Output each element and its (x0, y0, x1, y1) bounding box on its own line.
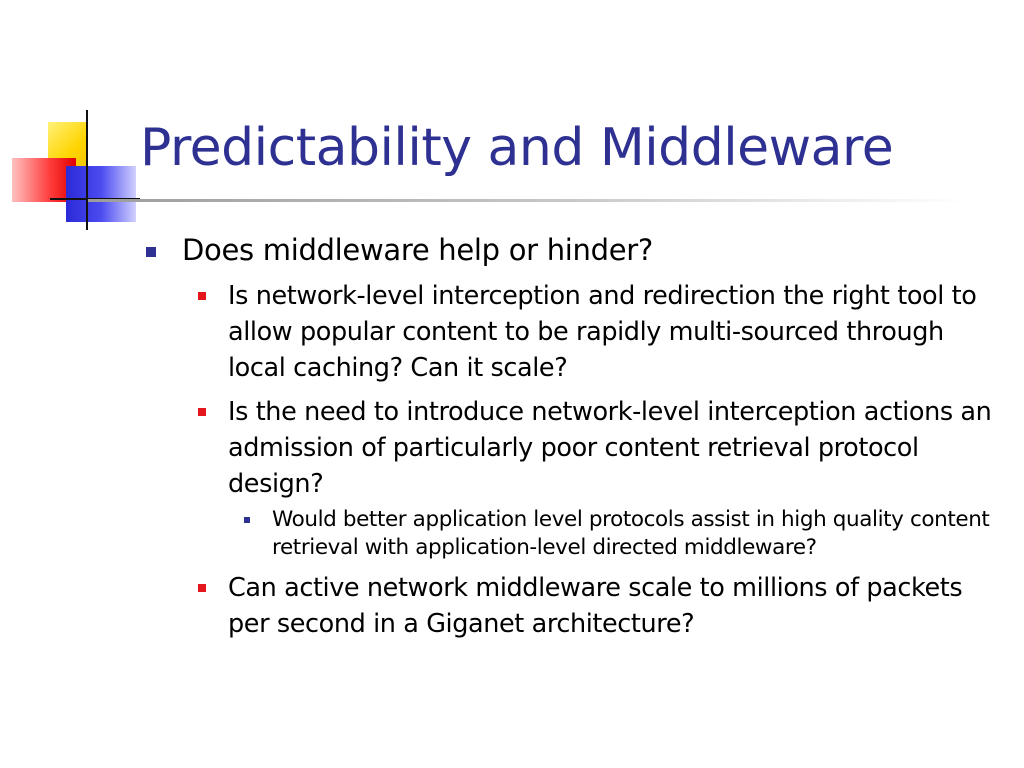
sub-bullet-item (182, 394, 1000, 562)
sub-bullet-item (182, 278, 1000, 386)
sub-bullet-text: Can active network middleware scale to millions of packets per second in a Giganet architecture? (228, 573, 963, 639)
logo-vertical-line (86, 110, 88, 230)
square-bullet-icon (146, 247, 156, 257)
title-underline (88, 199, 968, 202)
sub-bullet-text: Is the need to introduce network-level interception actions an admission of particularly poor content retrieval protocol design? (228, 397, 992, 499)
sub-sub-bullet-item (228, 506, 1000, 562)
color-blocks-logo-icon (0, 100, 150, 230)
square-bullet-icon (198, 408, 206, 416)
square-bullet-icon (244, 517, 250, 523)
bullet-list-level3 (228, 506, 1000, 562)
square-bullet-icon (198, 292, 206, 300)
bullet-item (140, 232, 1000, 642)
sub-bullet-text: Is network-level interception and redirection the right tool to allow popular content to be rapidly multi-sourced through local caching? Can it scale? (228, 281, 977, 383)
slide-title: Predictability and Middleware (140, 118, 894, 178)
bullet-text: Does middleware help or hinder? (182, 233, 653, 267)
sub-sub-bullet-text: Would better application level protocols assist in high quality content retrieval with application-level directed middleware? (272, 507, 990, 560)
bullet-list-level1 (140, 232, 1000, 642)
bullet-list-level2 (182, 278, 1000, 642)
sub-bullet-item (182, 570, 1000, 642)
slide-content (140, 232, 1000, 650)
blue-square (66, 166, 136, 222)
square-bullet-icon (198, 584, 206, 592)
